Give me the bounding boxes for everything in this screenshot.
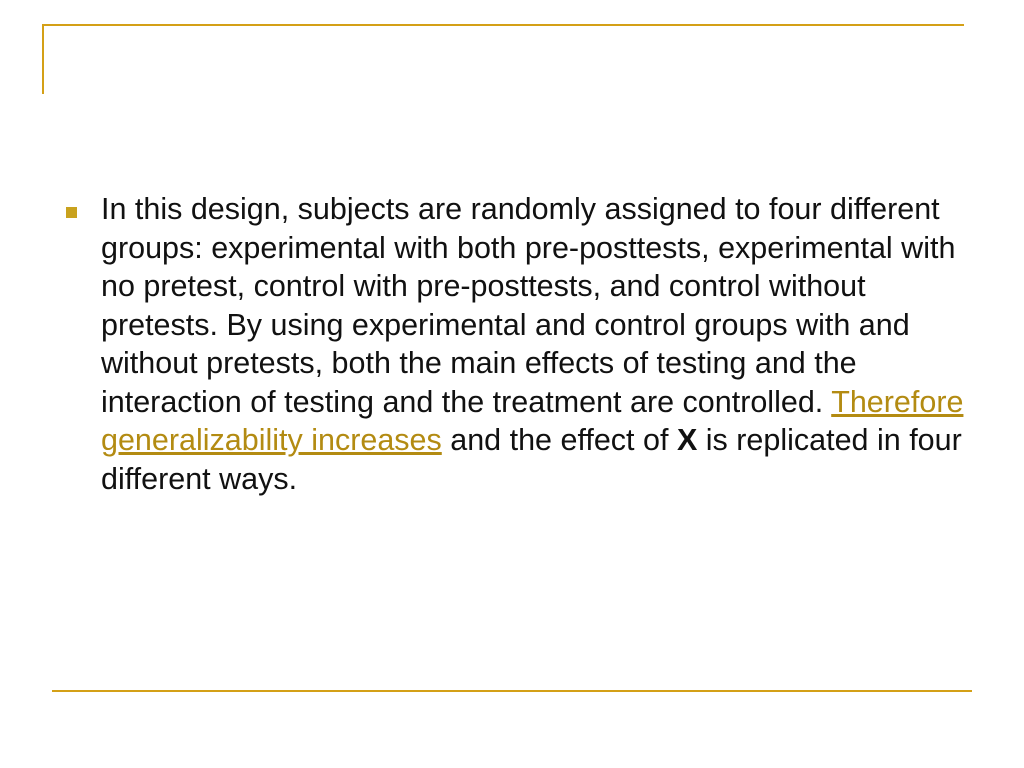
bold-term: X [676, 423, 698, 457]
bullet-item [66, 190, 966, 498]
frame-top-rule [42, 24, 964, 26]
generalizability-link[interactable]: Therefore generalizability increases [101, 384, 964, 457]
slide-content [66, 190, 966, 498]
bullet-text-end: is replicated in four different ways. [101, 423, 962, 496]
bullet-text-middle: and the effect of [450, 423, 669, 457]
frame-bottom-rule [52, 690, 972, 692]
frame-left-rule [42, 24, 44, 94]
square-bullet-icon [66, 207, 77, 218]
bullet-text-intro: In this design, subjects are randomly assigned to four different groups: experimental with both pre-posttests, experimental with no pretest, control with pre-posttests, and control without pretests. By using experimental and control groups with and without pretests, both the main effects of testing and the interaction of testing and the treatment are controlled. [101, 192, 956, 419]
bullet-text [101, 190, 966, 498]
